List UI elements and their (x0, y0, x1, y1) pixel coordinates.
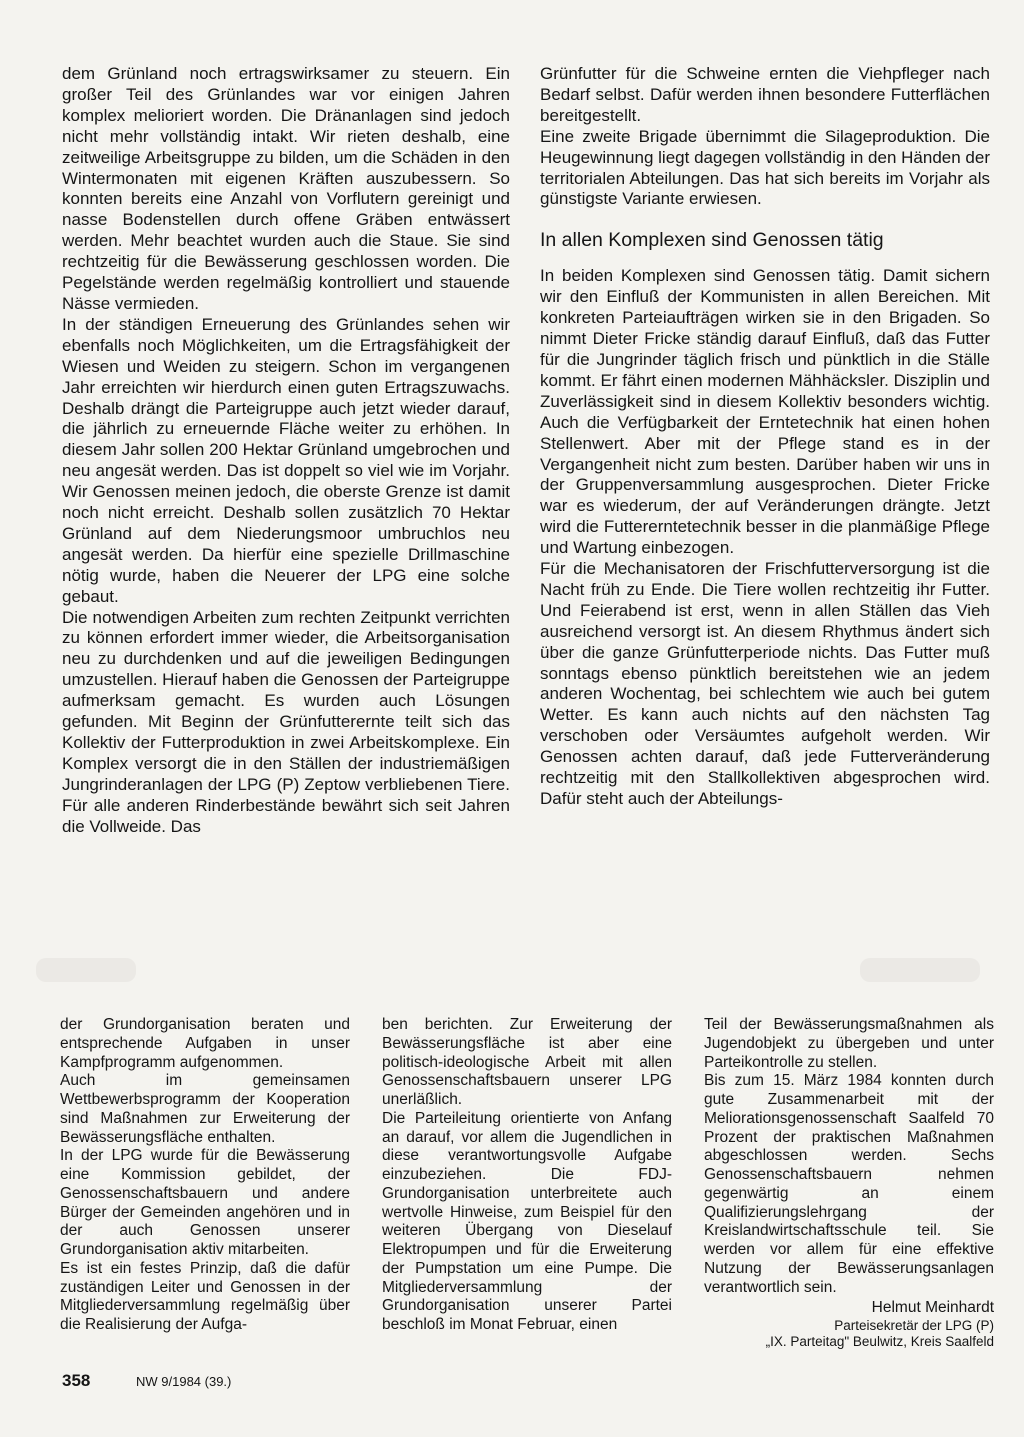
issue-label: NW 9/1984 (39.) (136, 1374, 232, 1389)
paragraph: Eine zweite Brigade übernimmt die Silageproduktion. Die Heugewinnung liegt dagegen vollständig in den Händen der territorialen Abteilungen. Das hat sich bereits im Vorjahr als günstigste Variante erwiesen. (540, 126, 990, 209)
paragraph: Es ist ein festes Prinzip, daß die dafür zuständigen Leiter und Genossen in der Mitgliederversammlung regelmäßig über die Realisierung der Aufga- (60, 1259, 350, 1333)
paragraph: ben berichten. Zur Erweiterung der Bewässerungsfläche ist aber eine politisch-ideologische Arbeit mit allen Genossenschaftsbauern unserer LPG unerläßlich. (382, 1016, 672, 1108)
paragraph: Teil der Bewässerungsmaßnahmen als Jugendobjekt zu übergeben und unter Parteikontrolle zu stellen. (704, 1016, 994, 1071)
lower-column-2 (382, 1016, 672, 1335)
lower-column-3 (704, 1016, 994, 1350)
show-through-smudge (860, 958, 980, 982)
author-name: Helmut Meinhardt (871, 1299, 994, 1317)
author-affiliation: „IX. Parteitag" Beulwitz, Kreis Saalfeld (765, 1334, 994, 1349)
paragraph: Die notwendigen Arbeiten zum rechten Zeitpunkt verrichten zu können erfordert immer wieder, die Arbeitsorganisation neu zu durchdenken und auf die jeweiligen Bedingungen umzustellen. Hierauf haben die Genossen der Parteigruppe aufmerksam gemacht. Es wurden auch Lösungen gefunden. Mit Beginn der Grünfutterernte teilt sich das Kollektiv der Futterproduktion in zwei Arbeitskomplexe. Ein Komplex versorgt die in den Ställen der industriemäßigen Jungrinderanlagen der LPG (P) Zeptow verbliebenen Tiere. Für alle anderen Rinderbestände bewährt sich seit Jahren die Vollweide. Das (62, 607, 510, 836)
paragraph: Die Parteileitung orientierte von Anfang an darauf, vor allem die Jugendlichen in diese verantwortungsvolle Aufgabe einzubeziehen. Die FDJ-Grundorganisation unterbreitete auch wertvolle Hinweise, zum Beispiel für den weiteren Übergang von Dieselauf Elektropumpen und für die Erweiterung der Pumpstation um eine Pumpe. Die Mitgliederversammlung der Grundorganisation unserer Partei beschloß im Monat Februar, einen (382, 1109, 672, 1333)
page-number: 358 (62, 1371, 91, 1390)
article-column-2 (540, 64, 990, 810)
section-heading: In allen Komplexen sind Genossen tätig (540, 229, 884, 252)
lower-column-1 (60, 1016, 350, 1335)
paragraph: In der LPG wurde für die Bewässerung eine Kommission gebildet, der Genossenschaftsbauern und andere Bürger der Gemeinden angehören und in der auch Genossen unserer Grundorganisation aktiv mitarbeiten. (60, 1147, 350, 1258)
paragraph: Bis zum 15. März 1984 konnten durch gute Zusammenarbeit mit der Meliorationsgenossenschaft Saalfeld 70 Prozent der praktischen Maßnahmen abgeschlossen werden. Sechs Genossenschaftsbauern nehmen gegenwärtig an einem Qualifizierungslehrgang der Kreislandwirtschaftsschule teil. Sie werden vor allem für eine effektive Nutzung der Bewässerungsanlagen verantwortlich sein. (704, 1072, 994, 1296)
paragraph: Grünfutter für die Schweine ernten die Viehpfleger nach Bedarf selbst. Dafür werden ihnen besondere Futterflächen bereitgestellt. (540, 64, 990, 125)
paragraph: Für die Mechanisatoren der Frischfutterversorgung ist die Nacht früh zu Ende. Die Tiere wollen rechtzeitig ihr Futter. Und Feierabend ist erst, wenn in allen Ställen das Vieh ausreichend versorgt ist. An diesem Rhythmus ändert sich über die ganze Grünfutterperiode nichts. Das Futter muß sonntags ebenso pünktlich bereitstehen wie an jedem anderen Wochentag, bei schlechtem wie auch bei gutem Wetter. Es kann auch nichts auf den nächsten Tag verschoben oder Versäumtes aufgeholt werden. Wir Genossen achten darauf, daß jede Futterveränderung rechtzeitig mit den Stallkollektiven abgesprochen wird. Dafür steht auch der Abteilungs- (540, 559, 990, 808)
article-column-1 (62, 64, 510, 838)
paragraph: der Grundorganisation beraten und entsprechende Aufgaben in unser Kampfprogramm aufgenommen. (60, 1016, 350, 1071)
paragraph: Auch im gemeinsamen Wettbewerbsprogramm der Kooperation sind Maßnahmen zur Erweiterung der Bewässerungsfläche enthalten. (60, 1072, 350, 1146)
author-role: Parteisekretär der LPG (P) (834, 1318, 994, 1333)
paragraph: dem Grünland noch ertragswirksamer zu steuern. Ein großer Teil des Grünlandes war vor einigen Jahren komplex melioriert worden. Die Dränanlagen sind jedoch nicht mehr vollständig intakt. Wir rieten deshalb, eine zeitweilige Arbeitsgruppe zu bilden, um die Schäden in den Wintermonaten mit eigenen Kräften auszubessern. So konnten bereits eine Anzahl von Vorflutern gereinigt und nasse Bodenstellen durch offene Gräben entwässert werden. Mehr beachtet wurden auch die Staue. Sie sind rechtzeitig für die Bewässerung geschlossen worden. Die Pegelstände werden regelmäßig kontrolliert und stauende Nässe vermieden. (62, 64, 510, 313)
show-through-smudge (36, 958, 136, 982)
paragraph: In der ständigen Erneuerung des Grünlandes sehen wir ebenfalls noch Möglichkeiten, um die Ertragsfähigkeit der Wiesen und Weiden zu steigern. Schon im vergangenen Jahr erreichten wir hierdurch einen guten Ertragszuwachs. Deshalb drängt die Parteigruppe auch jetzt wieder darauf, die jährlich zu erneuernde Fläche weiter zu erhöhen. In diesem Jahr sollen 200 Hektar Grünland umgebrochen und neu angesät werden. Das ist doppelt so viel wie im Vorjahr. Wir Genossen meinen jedoch, die oberste Grenze ist damit noch nicht erreicht. Deshalb sollen zusätzlich 70 Hektar Grünland auf dem Niederungsmoor umbruchlos neu angesät werden. Da hierfür eine spezielle Drillmaschine nötig wurde, haben die Neuerer der LPG eine solche gebaut. (62, 314, 510, 606)
paragraph: In beiden Komplexen sind Genossen tätig. Damit sichern wir den Einfluß der Kommunisten in allen Bereichen. Mit konkreten Parteiaufträgen wirken sie in den Brigaden. So nimmt Dieter Fricke ständig darauf Einfluß, daß das Futter für die Jungrinder täglich frisch und pünktlich in die Ställe kommt. Er fährt einen modernen Mähhäcksler. Disziplin und Zuverlässigkeit sind in diesem Kollektiv besonders wichtig. Auch die Verfügbarkeit der Erntetechnik hat einen hohen Stellenwert. Aber mit der Pflege stand es in der Vergangenheit nicht zum besten. Darüber haben wir uns in der Gruppenversammlung ausgesprochen. Dieter Fricke war es wiederum, der auf Veränderungen drängte. Jetzt wird die Futtererntetechnik besser in die planmäßige Pflege und Wartung einbezogen. (540, 266, 990, 558)
